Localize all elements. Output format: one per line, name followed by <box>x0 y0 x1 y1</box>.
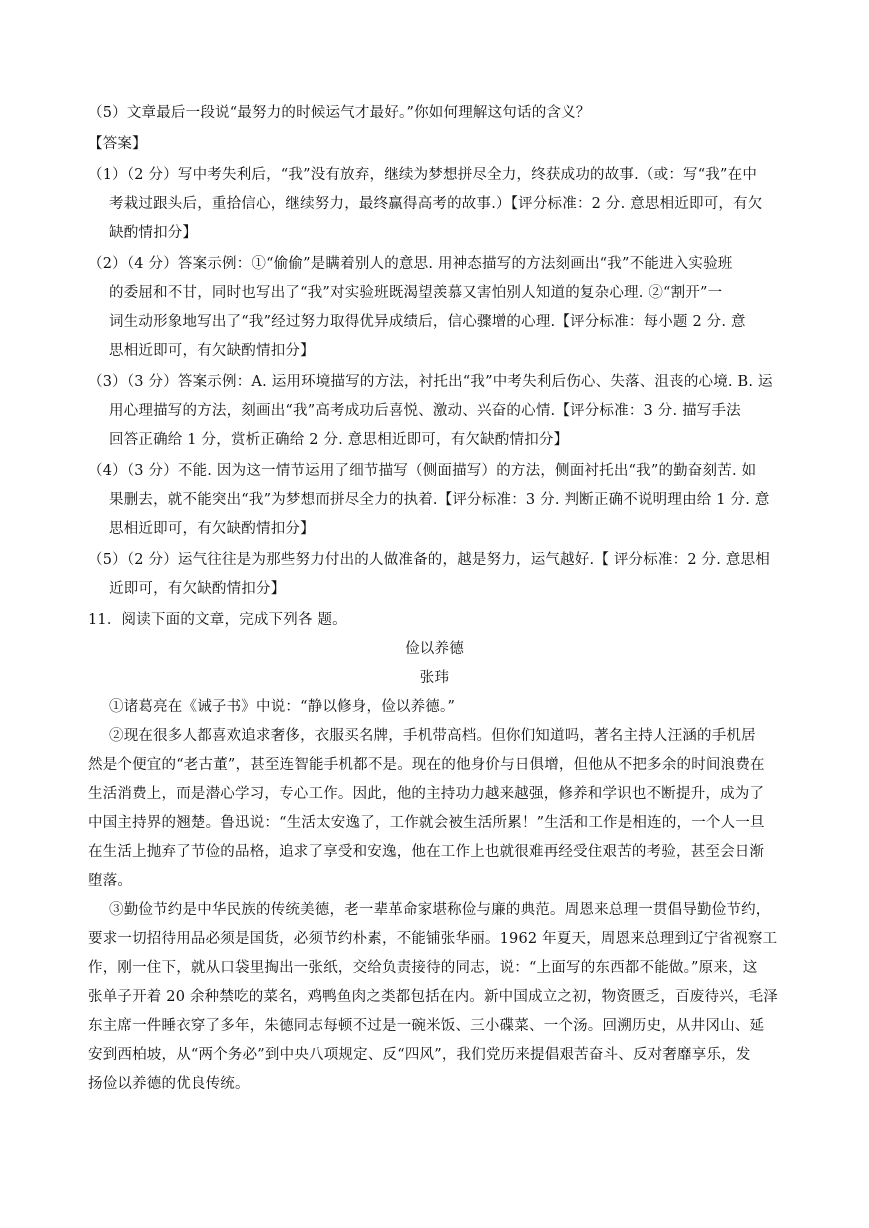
answer-heading: 【答案】 <box>88 136 147 152</box>
paragraph-3-line-5: 东主席一件睡衣穿了多年，朱德同志每顿不过是一碗米饭、三小碟菜、一个汤。回溯历史，从井冈山、延 <box>88 1018 765 1034</box>
paragraph-3-line-4: 张单子开着 20 余种禁吃的菜名，鸡鸭鱼肉之类都包括在内。新中国成立之初，物资匮乏，百废待兴，毛泽 <box>88 989 778 1005</box>
answer-3-line-2: 用心理描写的方法，刻画出“我”高考成功后喜悦、激动、兴奋的心情.【评分标准：3 分. 描写手法 <box>109 403 741 419</box>
answer-2-line-3: 词生动形象地写出了“我”经过努力取得优异成绩后，信心骤增的心理.【评分标准：每小题 2 分. 意 <box>109 314 746 330</box>
question-11-prompt: 11．阅读下面的文章，完成下列各 题。 <box>88 612 347 628</box>
paragraph-2-line-5: 在生活上抛弃了节俭的品格，追求了享受和安逸，他在工作上也就很难再经受住艰苦的考验，甚至会日渐 <box>88 844 765 860</box>
article-author: 张玮 <box>419 670 450 686</box>
question-5-prompt: （5）文章最后一段说“最努力的时候运气才最好。”你如何理解这句话的含义？ <box>88 105 591 121</box>
paragraph-2-line-2: 然是个便宜的“老古董”，甚至连智能手机都不是。现在的他身价与日俱增，但他从不把多余的时间浪费在 <box>88 757 765 773</box>
answer-2-line-1: （2）（4 分）答案示例：①“偷偷”是瞒着别人的意思. 用神态描写的方法刻画出“我”不能进入实验班 <box>88 256 733 272</box>
answer-5-line-2: 近即可，有欠缺酌情扣分】 <box>109 581 286 597</box>
answer-1-line-3: 缺酌情扣分】 <box>109 225 198 241</box>
answer-4-line-2: 果删去，就不能突出“我”为梦想而拼尽全力的执着.【评分标准：3 分. 判断正确不说明理由给 1 分. 意 <box>109 492 770 508</box>
article-title: 俭以养德 <box>405 641 464 657</box>
answer-4-line-3: 思相近即可，有欠缺酌情扣分】 <box>109 521 315 537</box>
paragraph-2-line-3: 生活消费上，而是潜心学习，专心工作。因此，他的主持功力越来越强，修养和学识也不断提升，成为了 <box>88 786 765 802</box>
answer-2-line-2: 的委屈和不甘，同时也写出了“我”对实验班既渴望羡慕又害怕别人知道的复杂心理. ②“割开”一 <box>109 285 723 301</box>
paragraph-2-line-4: 中国主持界的翘楚。鲁迅说：“生活太安逸了，工作就会被生活所累！”生活和工作是相连的，一个人一旦 <box>88 815 765 831</box>
paragraph-3-line-1: ③勤俭节约是中华民族的传统美德，老一辈革命家堪称俭与廉的典范。周恩来总理一贯倡导勤俭节约， <box>109 902 771 918</box>
paragraph-3-line-7: 扬俭以养德的优良传统。 <box>88 1076 250 1092</box>
paragraph-3-line-6: 安到西柏坡，从“两个务必”到中央八项规定、反“四风”，我们党历来提倡艰苦奋斗、反对奢靡享乐，发 <box>88 1047 751 1063</box>
paragraph-3-line-3: 作，刚一住下，就从口袋里掏出一张纸，交给负责接待的同志，说：“上面写的东西都不能做。”原来，这 <box>88 960 758 976</box>
answer-3-line-1: （3）（3 分）答案示例：A. 运用环境描写的方法，衬托出“我”中考失利后伤心、失落、沮丧的心境. B. 运 <box>88 374 773 390</box>
answer-1-line-1: （1）（2 分）写中考失利后，“我”没有放弃，继续为梦想拼尽全力，终获成功的故事.（或：写“我”在中 <box>88 167 758 183</box>
paragraph-2-line-6: 堕落。 <box>88 873 133 889</box>
answer-5-line-1: （5）（2 分）运气往往是为那些努力付出的人做准备的，越是努力，运气越好.【 评分标准：2 分. 意思相 <box>88 552 770 568</box>
paragraph-2-line-1: ②现在很多人都喜欢追求奢侈，衣服买名牌，手机带高档。但你们知道吗，著名主持人汪涵的手机居 <box>109 728 756 744</box>
answer-1-line-2: 考栽过跟头后，重拾信心，继续努力，最终赢得高考的故事.）【评分标准：2 分. 意思相近即可，有欠 <box>109 196 763 212</box>
paragraph-1: ①诸葛亮在《诫子书》中说：“静以修身，俭以养德。” <box>109 699 456 715</box>
answer-4-line-1: （4）（3 分）不能. 因为这一情节运用了细节描写（侧面描写）的方法，侧面衬托出“我”的勤奋刻苦. 如 <box>88 463 757 479</box>
answer-3-line-3: 回答正确给 1 分，赏析正确给 2 分. 意思相近即可，有欠缺酌情扣分】 <box>109 432 569 448</box>
paragraph-3-line-2: 要求一切招待用品必须是国货，必须节约朴素，不能铺张华丽。1962 年夏天，周恩来总理到辽宁省视察工 <box>88 931 778 947</box>
answer-2-line-4: 思相近即可，有欠缺酌情扣分】 <box>109 343 315 359</box>
